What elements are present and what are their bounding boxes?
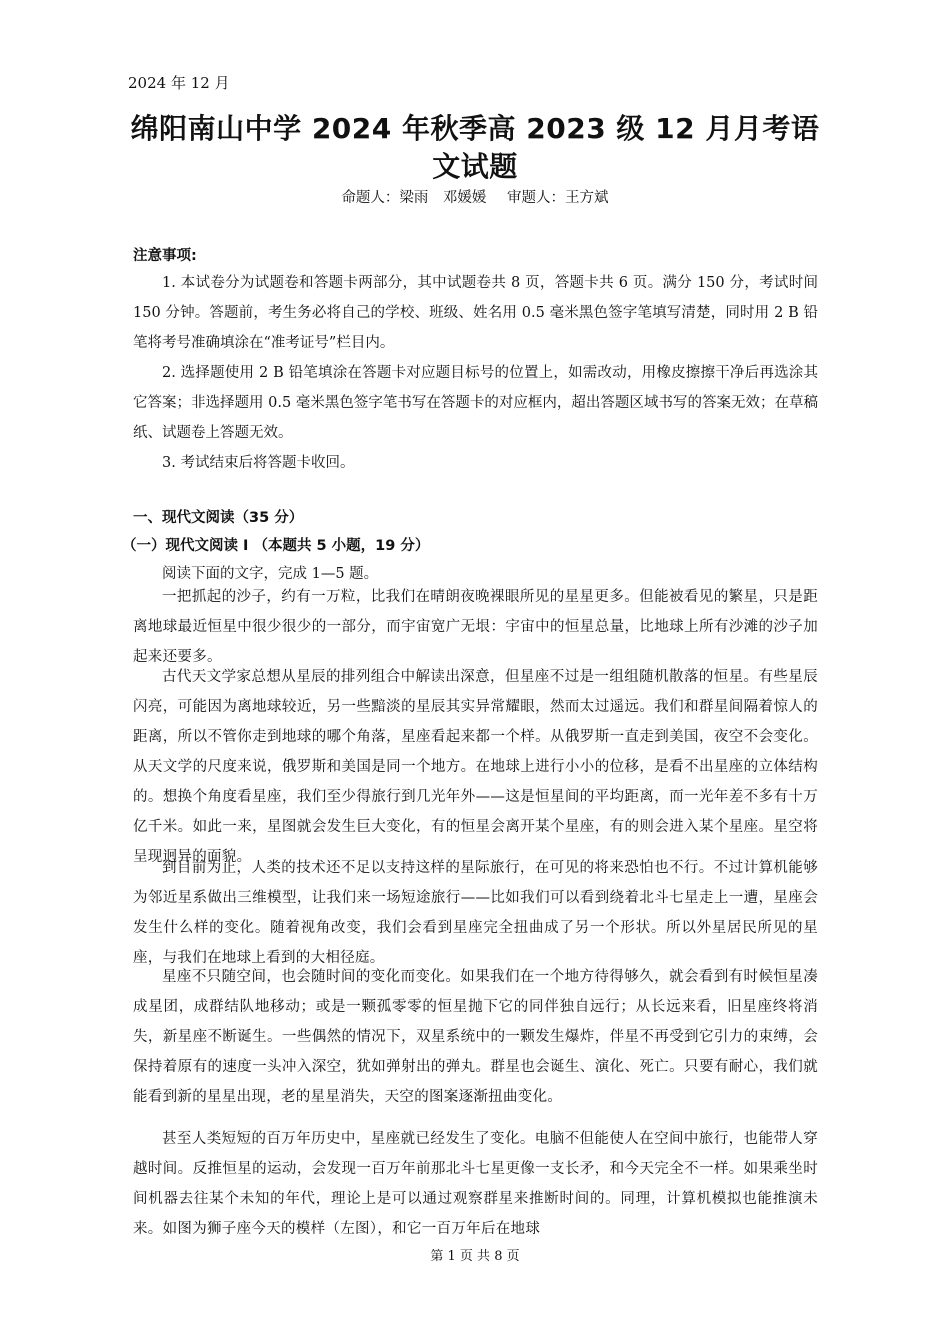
exam-title: 绵阳南山中学 2024 年秋季高 2023 级 12 月月考语文试题 xyxy=(130,112,820,183)
notice-item-3: 3. 考试结束后将答题卡收回。 xyxy=(162,455,355,471)
passage-paragraph-2: 古代天文学家总想从星辰的排列组合中解读出深意，但星座不过是一组组随机散落的恒星。有些星辰闪亮，可能因为离地球较近，另一些黯淡的星辰其实异常耀眼，然而太过遥远。我们和群星间隔着惊人的距离，所以不管你走到地球的哪个角落，星座看起来都一个样。从俄罗斯一直走到美国，夜空不会变化。从天文学的尺度来说，俄罗斯和美国是同一个地方。在地球上进行小小的位移，是看不出星座的立体结构的。想换个角度看星座，我们至少得旅行到几光年外——这是恒星间的平均距离，而一光年差不多有十万亿千米。如此一来，星图就会发生巨大变化，有的恒星会离开某个星座，有的则会进入某个星座。星空将呈现迥异的面貌。 xyxy=(133,669,818,865)
setters: 命题人：梁雨 邓媛媛 xyxy=(341,190,487,206)
passage-paragraph-3: 到目前为止，人类的技术还不足以支持这样的星际旅行，在可见的将来恐怕也不行。不过计算机能够为邻近星系做出三维模型，让我们来一场短途旅行——比如我们可以看到绕着北斗七星走上一遭，星座会发生什么样的变化。随着视角改变，我们会看到星座完全扭曲成了另一个形状。所以外星居民所见的星座，与我们在地球上看到的大相径庭。 xyxy=(133,860,818,966)
section-subheading: （一）现代文阅读 I （本题共 5 小题，19 分） xyxy=(122,538,430,554)
notice-item-2: 2. 选择题使用 2 B 铅笔填涂在答题卡对应题目标号的位置上，如需改动，用橡皮擦擦干净后再选涂其它答案；非选择题用 0.5 毫米黑色签字笔书写在答题卡的对应框内，超出答题区域书写的答案无效；在草稿纸、试题卷上答题无效。 xyxy=(133,365,818,441)
passage-paragraph-1: 一把抓起的沙子，约有一万粒，比我们在晴朗夜晚裸眼所见的星星更多。但能被看见的繁星，只是距离地球最近恒星中很少很少的一部分，而宇宙宽广无垠：宇宙中的恒星总量，比地球上所有沙滩的沙子加起来还要多。 xyxy=(133,589,818,665)
author-line xyxy=(120,186,830,207)
exam-date: 2024 年 12 月 xyxy=(128,74,230,92)
passage-paragraph-4: 星座不只随空间，也会随时间的变化而变化。如果我们在一个地方待得够久，就会看到有时候恒星凑成星团，成群结队地移动；或是一颗孤零零的恒星抛下它的同伴独自远行；从长远来看，旧星座终将消失，新星座不断诞生。一些偶然的情况下，双星系统中的一颗发生爆炸，伴星不再受到它引力的束缚，会保持着原有的速度一头冲入深空，犹如弹射出的弹丸。群星也会诞生、演化、死亡。只要有耐心，我们就能看到新的星星出现，老的星星消失，天空的图案逐渐扭曲变化。 xyxy=(133,969,818,1105)
notice-heading: 注意事项: xyxy=(133,248,197,264)
page-footer: 第 1 页 共 8 页 xyxy=(430,1249,520,1264)
passage-paragraph-5: 甚至人类短短的百万年历史中，星座就已经发生了变化。电脑不但能使人在空间中旅行，也能带人穿越时间。反推恒星的运动，会发现一百万年前那北斗七星更像一支长矛，和今天完全不一样。如果乘坐时间机器去往某个未知的年代，理论上是可以通过观察群星来推断时间的。同理，计算机模拟也能推演未来。如图为狮子座今天的模样（左图），和它一百万年后在地球 xyxy=(133,1131,818,1237)
section-heading: 一、现代文阅读（35 分） xyxy=(133,510,304,526)
reviewer: 审题人：王方斌 xyxy=(507,190,609,206)
notice-item-1: 1. 本试卷分为试题卷和答题卡两部分，其中试题卷共 8 页，答题卡共 6 页。满分 150 分，考试时间 150 分钟。答题前，考生务必将自己的学校、班级、姓名用 0.5 毫米黑色签字笔填写清楚，同时用 2 B 铅笔将考号准确填涂在“准考证号”栏目内。 xyxy=(133,275,818,351)
reading-instruction: 阅读下面的文字，完成 1—5 题。 xyxy=(162,566,379,582)
